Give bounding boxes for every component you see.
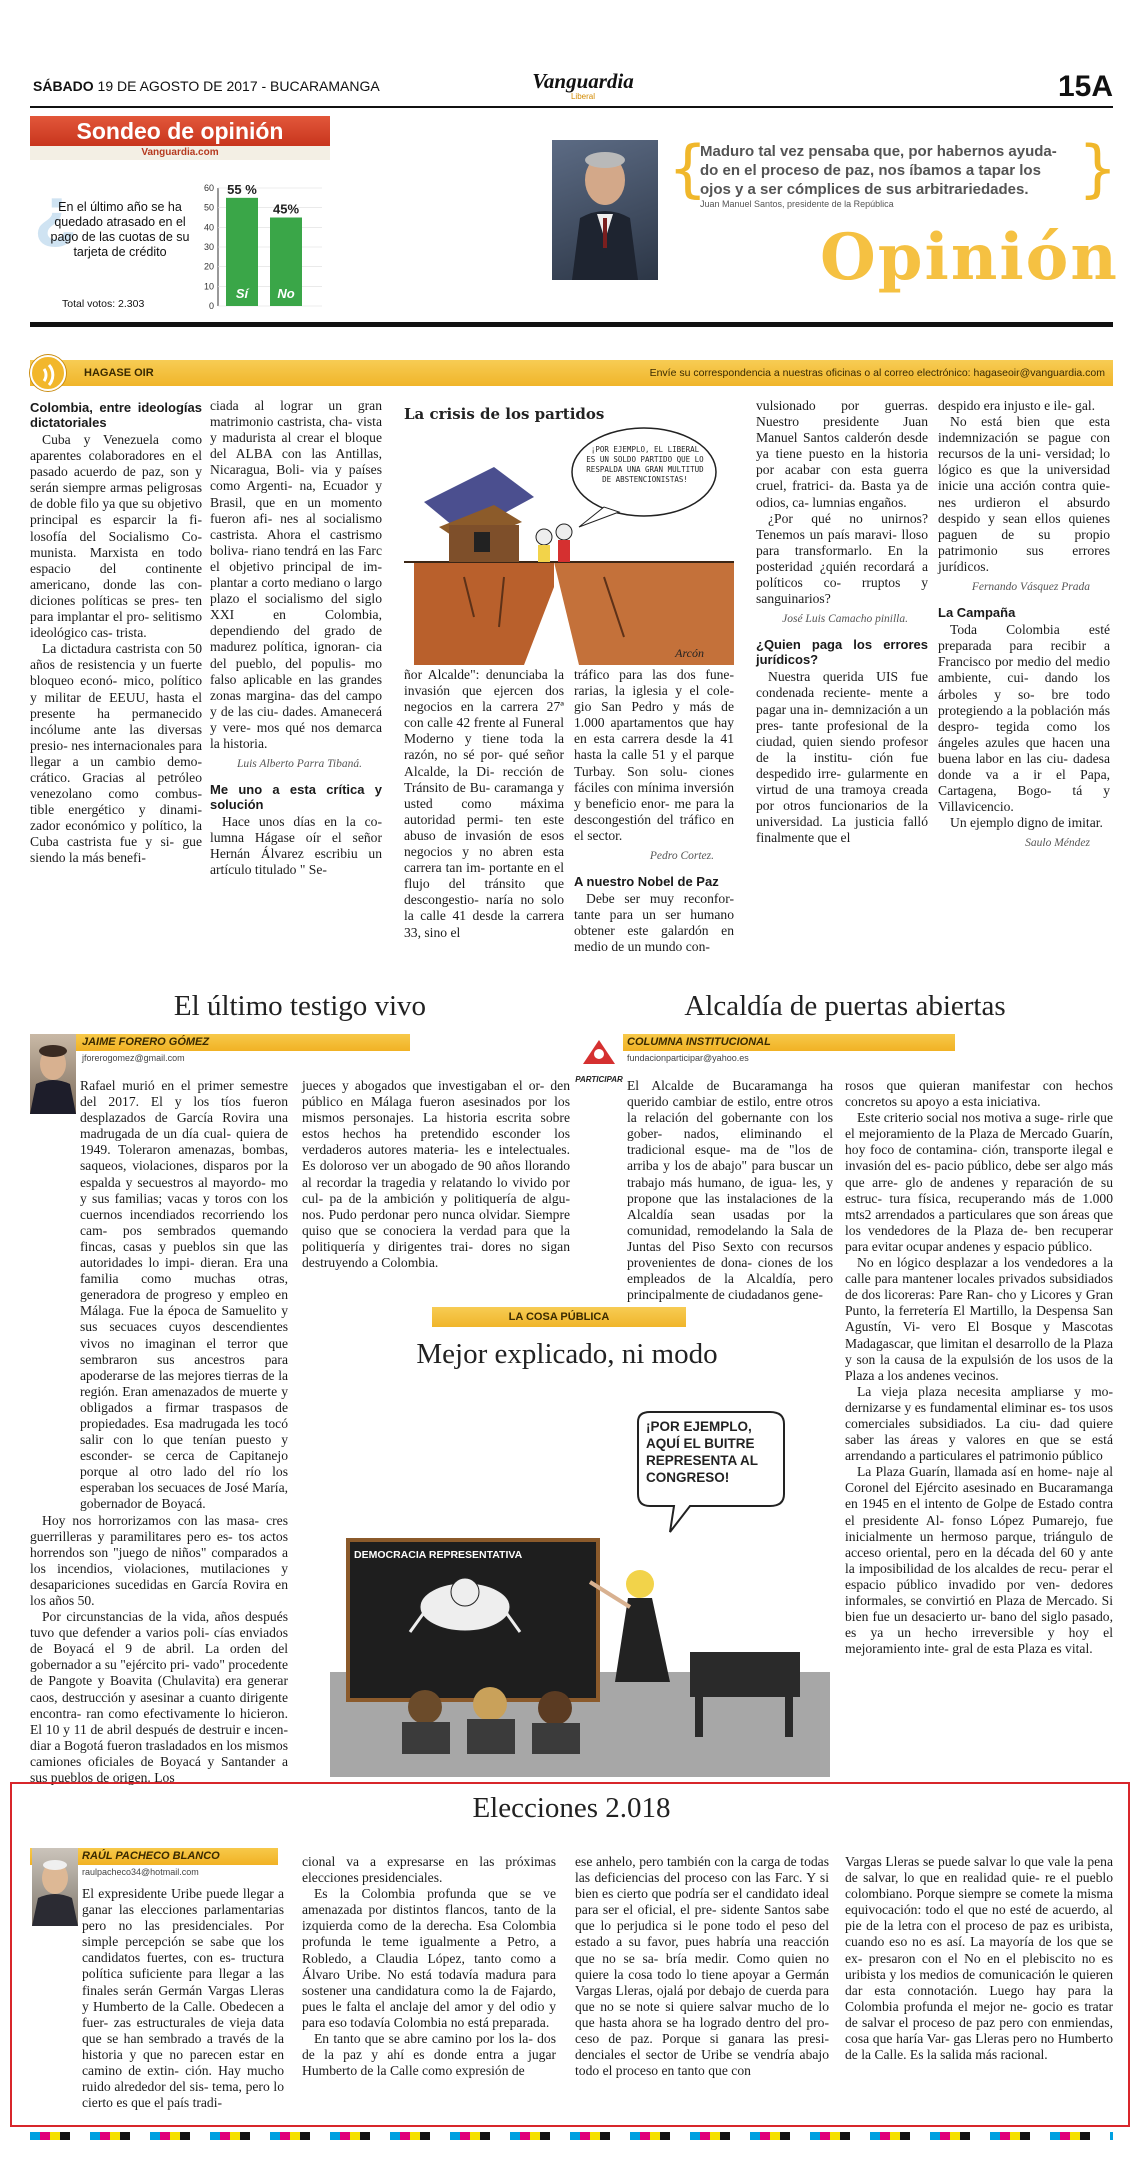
elecciones-col-3: ese anhelo, pero también con la carga de todas las deficiencias del proceso con las Farc. Y si bien es cierto que podría ser el candidato ideal para ser el oficial, el pre- sidente Santos sabe que lo perjudica si le pone todo el peso del estado a su favor, pues habría una reacción que no se sa- bría medir. Como quien no quiere la cosa todo lo tiene apoyar a Germán Vargas Lleras, ojalá por debajo de cuerda para que no se note si quiere salvar mucho de lo que hasta ahora se ha logrado dentro del pro- ceso de paz. Porque si ganara las presi- denciales el sector de Uribe se vendría abajo todo el proceso en tanto que con <box>575 1854 829 2079</box>
column-title-alcaldia: Alcaldía de puertas abiertas <box>684 990 1006 1022</box>
masthead-logo: Vanguardia Liberal <box>532 69 634 101</box>
president-silhouette-icon <box>552 140 658 280</box>
letter-signature: Fernando Vásquez Prada <box>971 581 1090 594</box>
poll-category-label: No <box>277 286 295 301</box>
poll-value-label: 45% <box>272 201 300 217</box>
hagase-bar <box>30 360 1113 386</box>
author-email: jforerogomez@gmail.com <box>82 1053 185 1063</box>
poll-tick-label: 40 <box>203 222 214 233</box>
cartoon-artist: Arcón <box>675 646 704 660</box>
author-name-bar: JAIME FORERO GÓMEZ <box>30 1034 410 1051</box>
letter-signature: Saulo Méndez <box>1025 837 1090 850</box>
letter-heading: ¿Quien paga los errores jurídicos? <box>756 637 928 668</box>
testigo-col-2: jueces y abogados que investigaban el or- den público en Málaga fueron asesinados por los mismos personajes. La historia escrita sobre estos hechos ha pretendido esconder los verdaderos autores materia- les e intelectuales. Es doloroso ver un abogado de 90 años llorando al recordar la tragedia y relatando lo vivido por cul- pa de la ambición y politiquería de algu- nos. Pudo perdonar pero nunca olvidar. Siempre quiso que se conociera la verdad para que la politiquería y dirigentes trai- dores no sigan destruyendo a Colombia. <box>302 1078 570 1271</box>
section-title: Opinión <box>820 220 1119 295</box>
poll-box <box>30 116 330 316</box>
quote-open-bracket: { <box>668 132 708 205</box>
author-box-forero <box>30 1034 570 1082</box>
print-registration-strip <box>30 2132 1113 2140</box>
letter-signature: Pedro Cortez. <box>649 850 714 863</box>
column-title-elecciones: Elecciones 2.018 <box>472 1792 671 1824</box>
elecciones-col-2: cional va a expresarse en las próximas elecciones presidenciales. Es la Colombia profunda que se ve amenazada por distintos flancos, tanto de la izquierda como de la derecha. Esa Colombia profunda le teme igualmente a Petro, a Robledo, a Claudia López, tanto como a Álvaro Uribe. No está todavía madura para sostener una candidatura como la de Fajardo, pues le falta el anclaje del amor y del odio y para eso todavía Colombia no está preparada. En tanto que se abre camino por los la- dos de la paz y ahí es donde entra a jugar Humberto de la Calle como expresión de <box>302 1854 556 2079</box>
column-title-testigo: El último testigo vivo <box>173 990 427 1022</box>
alcaldia-col-2: rosos que quieran manifestar con hechos concretos su apoyo a esta iniciativa. Este criterio social nos motiva a suge- rirle que el mejoramiento de la Plaza de Mercado Guarín, hoy foco de contamina- ción, transporte ilegal e invasión del es- pacio público, debe ser algo más que arre- glo de andenes y reparación de su estruc- tura física, recuperando más de 1.000 mts2 arrendados a particulares que son áreas que los vendedores de la Plaza de- ben recuperar para evitar ocupar andenes y espacio público. No en lógico desplazar a los vendedores a la calle para mantener locales privados subsidiados de dos licoreras: Pare Ran- cho y Licores y Gran Punto, la ferretería El Martillo, la Despensa San Agustín, Vi- vero El Bosque y Mascotas Madagascar, que limitan el desarrollo de la Plaza y son la causa de la expulsión de los usos de la Plaza a los andenes vecinos. La vieja plaza necesita ampliarse y mo- dernizarse y es fundamental eliminar es- tos usos comerciales subsidiados. La ciu- dad quiere saber las áreas y valores en que se está arrendando a particulares el patrimonio público La Plaza Guarín, llamada así en home- naje al Coronel del Ejército asesinado en Bucaramanga en 1945 en el intento de Golpe de Estado contra el presidente Al- fonso López Pumarejo, fue inicialmente un hermoso parque, triángulo de acceso oriental, pero en la década del 60 y ante la imposibilidad de los alcaldes de recu- perar el espacio público invadido por ven- dedores informales, se convirtió en Plaza de Mercado. Si bien fue un desacierto ur- bano del siglo pasado, es ya un hecho irreversible y hoy el mejoramiento inte- gral de esta Plaza es vital. <box>845 1078 1113 1657</box>
masthead <box>33 70 1113 106</box>
letter-signature: Luis Alberto Parra Tibaná. <box>236 758 362 771</box>
hagase-label: HAGASE OIR <box>84 367 154 379</box>
letters-col-4: tráfico para las dos fune- rarias, la iglesia y el cole- gio San Pedro y más de 1.000 apartamentos que hay en esta carrera desde la 41 hasta la calle 51 y el parque Turbay. Son solu- ciones fáciles con mínima inversión y beneficio enor- me para la descongestión del tráfico en el sector. Pedro Cortez. A nuestro Nobel de Paz Debe ser muy reconfor- tante para un ser humano obtener este galardón en medio de un mundo con- <box>574 667 734 955</box>
masthead-rule <box>30 106 1113 108</box>
author-box-participar <box>575 1034 1115 1082</box>
alcaldia-col-1: El Alcalde de Bucaramanga ha querido cambiar de estilo, entre otros la relación del gobernante con los gober- nados, eliminando el tradicional esque- ma de "los de arriba y los de abajo" para buscar un trabajo más humano, de igua- les, y propone que las instalaciones de la Alcaldía sean usadas por la comunidad, remodelando la Sala de Juntas del Piso Sexto con recursos provenientes de dona- ciones de los empleados de la Alcaldía, pero principalmente de ciudadanos gene- <box>627 1078 833 1303</box>
masthead-date: SÁBADO 19 DE AGOSTO DE 2017 - BUCARAMANGA <box>33 78 380 94</box>
quote-close-bracket: } <box>1078 132 1118 205</box>
column-email: fundacionparticipar@yahoo.es <box>627 1053 749 1063</box>
page-number: 15A <box>1057 70 1113 103</box>
letter-heading: La Campaña <box>938 605 1016 621</box>
letters-col-3: ñor Alcalde": denunciaba la invasión que ejercen dos negocios en la carrera 27ª con calle 42 frente al Funeral Moderno y tiene toda la razón, no sé por- qué señor Alcalde, la Di- rección de Tránsito de Bu- caramanga y usted como máxima autoridad permi- ten este abuso de invasión de esos negocios y no abren esta carrera tan im- portante en el flujo del tránsito que descongestio- naría no solo la calle 41 desde la carrera 33, sino el <box>404 667 564 940</box>
cartoon-mejor-explicado <box>330 1392 830 1777</box>
poll-tick-label: 50 <box>203 202 214 213</box>
letter-heading: Me uno a esta crítica y solución <box>210 782 382 813</box>
letter-signature: José Luis Camacho pinilla. <box>782 613 908 626</box>
poll-total: Total votos: 2.303 <box>62 298 145 310</box>
poll-tick-label: 30 <box>203 242 214 252</box>
poll-tick-label: 20 <box>203 261 214 272</box>
testigo-col-1: Rafael murió en el primer semestre del 2017. El y los tíos fueron desplazados de García Rovira una madrugada de un día cual- quiera de 1949. Toleraron amenazas, bombas, saqueos, violaciones, disparos por la espalda y secuestros al mayordo- mo y sus familias; vacas y toros con los cuernos incendiados recorriendo los cam- pos sembrados quemando fincas, casas y pueblos sin que las autoridades lo impi- dieran. Era una familia como muchas otras, generadora de progreso y empleo en Málaga. Fue la época de Samuelito y sus secuaces cuyos descendientes vivos no imaginan el terror que sembraron sus ancestros para apoderarse de las mejores tierras de la región. Eran amenazados de muerte y obligados a firmar traspasos de propiedades. Esa madrugada les tocó salir con lo que tenían puesto y esconder- se cerca de Capitanejo porque al otro lado del río los esperaban los secuaces de José María, gobernador de Boyacá. Hoy nos horrorizamos con las masa- cres guerrilleras y paramilitares pero es- tos actos horrendos son "juego de niños" comparados a los incendios, violaciones, mutilaciones y desapariciones sucedidas en García Rovira en los años 50. Por circunstancias de la vida, años después tuvo que defender a varios poli- cías enviados de Boyacá el 9 de abril. La orden del gobernador a su "ejército pri- vado" procedente de Pangote y Boavita (Chulavita) era generar caos, destrucción y asesinar a cuanto dirigente encontra- ran como efectivamente lo hicieron. El 10 y 11 de abril después de destruir e incen- diar a Bogotá fueron trasladados en los mismos camiones oficiales de Boyacá y Santander a sus pueblos de origen. Los <box>30 1078 288 1786</box>
letter-heading: A nuestro Nobel de Paz <box>574 874 719 890</box>
elecciones-col-1: El expresidente Uribe puede llegar a ganar las elecciones parlamentarias pero no las presidenciales. Por simple percepción se sabe que los candidatos fuertes, con es- tructura política suficiente para llegar a las finales serán Germán Vargas Lleras y Humberto de la Calle. Obedecen a fuer- zas estructurales de vieja data que se han sembrado a través de la historia y que no parecen estar en camino de extin- ción. Hay mucho ruido alrededor del sis- tema, pero lo cierto es que el país tradi- <box>82 1886 284 2111</box>
letters-col-5: vulsionado por guerras. Nuestro presidente Juan Manuel Santos calderón desde ya tiene puesto en la historia por acabar con esta guerra cruel, fratrici- da. Basta ya de odios, ca- lumnias engaños. ¿Por qué no unirnos? Tenemos un país maravi- lloso para transformarlo. En la posteridad ¿quién recordará a políticos co- rruptos y sanguinarios? José Luis Camacho pinilla. ¿Quien paga los errores jurídicos? Nuestra querida UIS fue condenada reciente- mente a pagar una in- demnización a un pres- tante profesional de la ciudad, quien siendo profesor de la institu- ción fue despedido irre- gularmente en virtud de una tramoya creada por otros funcionarios de la universidad. La justicia falló finalmente que el <box>756 398 928 846</box>
cosa-publica-label: LA COSA PÚBLICA <box>432 1307 686 1327</box>
letter-heading: Colombia, entre ideologías dictatoriales <box>30 400 202 430</box>
poll-source <box>30 146 330 160</box>
poll-title-bar: Sondeo de opinión <box>30 116 330 146</box>
section-rule <box>30 322 1113 327</box>
author-name-bar: RAÚL PACHECO BLANCO <box>30 1848 278 1865</box>
quote-attribution: Juan Manuel Santos, presidente de la República <box>700 199 894 209</box>
letters-col-2: ciada al lograr un gran matrimonio castrista, cha- vista y madurista al crear el bloque del ALBA con las Antillas, Nicaragua, Boli- via y países como Argenti- na, Ecuador y Brasil, que en un momento fueron afi- nes al socialismo castrista. Ahora el castrismo boliva- riano tendrá en las Farc el objetivo principal de im- plantar a corto mediano o largo plazo el socialismo del siglo XXI en Colombia, dependiendo del grado de madurez política, ignoran- cia del pueblo, del populis- mo falso aplicable en las grandes zonas margina- das del campo y de las ciu- dades. Amanecerá y vere- mos qué nos demarca la historia. Luis Alberto Parra Tibaná. Me uno a esta crítica y solución Hace unos días en la co- lumna Hágase oír el señor Hernán Álvarez escribiu un artículo titulado " Se- <box>210 398 382 878</box>
poll-source-label: Vanguardia.com <box>141 147 219 158</box>
poll-tick-label: 60 <box>203 183 214 193</box>
participar-logo: PARTICIPAR <box>575 1034 623 1084</box>
column-name-bar: COLUMNA INSTITUCIONAL <box>575 1034 955 1051</box>
cartoon-title-cosa: Mejor explicado, ni modo <box>416 1338 718 1370</box>
classroom-board-text: DEMOCRACIA REPRESENTATIVA <box>354 1549 523 1561</box>
letters-col-1: Colombia, entre ideologías dictatoriales Cuba y Venezuela como aparentes colaboradores en el pasado acuerdo de paz, son y serán siempre armas peligrosas de doble filo ya que su objetivo principal es esparcir la fi- losofía del Socialismo Co- munista. Marxista en todo espacio del continente americano, donde las con- diciones políticas se pres- ten para implantar el pro- selitismo ideológico cas- trista. La dictadura castrista con 50 años de resistencia y un fuerte bloqueo econó- mico, político y militar de EEUU, hasta el presente ha permanecido incólume ante las diversas presio- nes internacionales para llegar a un cambio demo- crático. Gracias al petróleo venezolano como combus- tible energético y dinami- zador económico y político, la Cuba castrista fue y si- gue siendo la más benefi- <box>30 400 202 866</box>
elecciones-col-4: Vargas Lleras se puede salvar lo que vale la pena de salvar, lo que en realidad quie- re el pueblo colombiano. Porque siempre se comete la misma equivocación: todo el que no esté de acuerdo, al pie de la letra con el proceso de paz es uribista, cuando eso no es así. La mayoría de los que se ex- presaron con el No en el plebiscito no es uribista y los medios de comunicación le quieren dar esta connotación. Luego hay para la Colombia profunda el mejor ne- gocio es tratar de salvar el proceso de paz pero con enmiendas, cosa que haría Var- gas Lleras pero no Humberto de la Calle. Es la salida más racional. <box>845 1854 1113 2063</box>
poll-tick-label: 0 <box>208 301 214 311</box>
quote-text: Maduro tal vez pensaba que, por habernos ayuda- do en el proceso de paz, nos íbamos a tapar los ojos y a ser cómplices de sus arbitrariedades. <box>700 143 1057 198</box>
participar-logo-icon <box>575 1034 623 1070</box>
poll-category-label: Sí <box>235 286 249 301</box>
poll-question: En el último año se ha quedado atrasado en el pago de las cuotas de su tarjeta de crédito <box>50 200 190 259</box>
poll-tick-label: 10 <box>203 281 214 292</box>
classroom-bubble-text: ¡POR EJEMPLO, AQUÍ EL BUITRE REPRESENTA AL CONGRESO! <box>646 1419 758 1485</box>
cartoon-bubble-text: ¡POR EJEMPLO, EL LIBERAL ES UN SOLDO PARTIDO QUE LO RESPALDA UNA GRAN MULTITUD DE ABSTENCIONISTAS! <box>586 445 704 484</box>
cartoon-crisis-partidos <box>404 405 734 665</box>
megaphone-icon <box>30 355 66 391</box>
president-photo <box>552 140 658 280</box>
letters-col-6: despido era injusto e ile- gal. No está bien que esta indemnización se pague con recursos de la uni- versidad; lo lógico es que la universidad inicie una acción contra quie- nes urdieron el absurdo despido y sean ellos quienes paguen de su propio patrimonio sus errores jurídicos. Fernando Vásquez Prada La Campaña Toda Colombia esté preparada para recibir a Francisco por medio del medio ambiente, cui- dando los árboles y so- bre todo protegiendo a la población más despro- tegida como los ángeles azules que hacen una buena labor en las ciu- dadesa donde va a ir el Papa, Cartagena, Bogo- tá y Villavicencio. Un ejemplo digno de imitar. Saulo Méndez <box>938 398 1110 938</box>
poll-value-label: 55 % <box>227 181 257 197</box>
poll-question-mark: ¿ <box>34 172 77 250</box>
hagase-info: Envíe su correspondencia a nuestras oficinas o al correo electrónico: hagaseoir@vanguardia.com <box>649 367 1105 379</box>
author-email: raulpacheco34@hotmail.com <box>82 1867 199 1877</box>
poll-chart <box>190 166 326 314</box>
cartoon-title: La crisis de los partidos <box>404 405 605 423</box>
